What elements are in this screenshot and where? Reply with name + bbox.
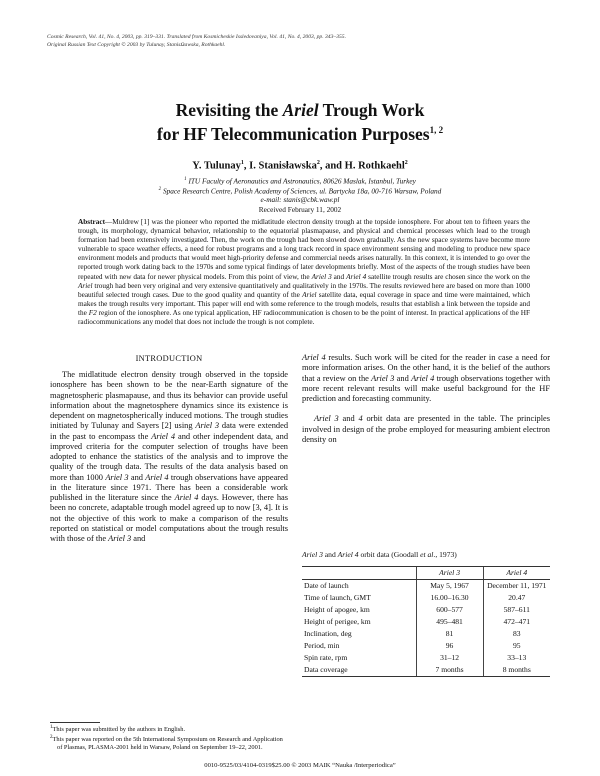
table-caption — [302, 550, 550, 559]
abstract-text-2: satellite trough results are chosen since the work on the — [366, 272, 530, 281]
intro-paragraph — [50, 370, 288, 544]
right-paragraph-2 — [302, 414, 550, 445]
cap-end: ., 1973) — [433, 550, 457, 559]
abstract-f2: F2 — [88, 308, 97, 317]
right-paragraph-1 — [302, 353, 550, 404]
row-label: Data coverage — [302, 664, 416, 677]
intro-p1-d: and — [128, 472, 146, 482]
intro-p1-g: and — [131, 534, 146, 543]
row-ariel3: 16.00–16.30 — [416, 592, 483, 604]
row-label: Spin rate, rpm — [304, 653, 348, 662]
row-ariel4: 83 — [483, 628, 550, 640]
table-row — [302, 652, 550, 664]
row-ariel4: December 11, 1971 — [483, 580, 550, 593]
title-text: Revisiting the — [175, 100, 283, 120]
title-sup: 1, 2 — [429, 125, 444, 135]
intro-ariel3-b: Ariel 3 — [105, 472, 129, 482]
title-line-1 — [0, 100, 600, 120]
email: e-mail: stanis@cbk.waw.pl — [260, 195, 340, 204]
table-row — [302, 592, 550, 604]
table-header-row — [302, 567, 550, 580]
abstract-text-3: trough had been very original and very extensive quantitatively and qualitatively in the 1970s. The results reviewed here are based on more than 1000 beautiful selected trough cases. Due to the good quality and quantity of the — [78, 281, 530, 299]
author-1-sup: 1 — [240, 160, 244, 166]
cap-rest: orbit data (Goodall — [358, 550, 421, 559]
table-row — [302, 640, 550, 652]
journal-header — [47, 34, 547, 49]
abstract-ariel3: Ariel 3 — [311, 272, 332, 281]
title-line-2 — [0, 120, 600, 144]
footnote-2 — [50, 734, 288, 752]
header-line-1: Cosmic Research, Vol. 41, No. 4, 2003, pp. 319–331. Translated from Kosmicheskie Issledovaniya, Vol. 41, No. 4, 2003, pp. 343–355. — [47, 34, 346, 40]
footnote-divider — [50, 722, 100, 723]
orbit-data-table — [302, 566, 550, 677]
fn1-sup: 1 — [50, 725, 53, 730]
title-ariel: Ariel — [282, 100, 319, 120]
right-and: and — [394, 373, 412, 383]
abstract-ariel4: Ariel 4 — [346, 272, 367, 281]
right-p2-text: orbit data are presented in the table. The principles involved in design of the probe employed for measuring ambient electron density on — [302, 414, 551, 444]
intro-p1-e: trough observations have appeared in the literature since 1971. There has been a considerable work published in the literature since the — [50, 472, 288, 502]
table-header-ariel4: Ariel 4 — [483, 567, 550, 580]
right-column — [302, 353, 550, 445]
row-ariel4: 20.47 — [483, 592, 550, 604]
cap-ariel4: Ariel 4 — [337, 550, 359, 559]
author-3: , and H. Rothkaehl — [319, 160, 405, 172]
right-ariel4: Ariel 4 — [302, 353, 326, 362]
right-p2-and: and — [338, 414, 359, 424]
author-2: , I. Stanisławska — [243, 160, 317, 172]
intro-p1-a: The midlatitude electron density trough observed in the topside ionosphere has been shown to be the near-Earth signature of the magnetospheric plasmapause, and thus its behavior can provide useful information about the magnetosphere dynamics since its existence is dependent on magnetospherically induced motions. The trough studies initiated by Tulunay and Sayers [2] using — [50, 370, 288, 431]
right-p1-a: results. Such work will be cited for the reader in case a need for more information arises. On the other hand, it is the belief of the authors that a review on the — [302, 353, 550, 383]
right-p2-ariel3: Ariel 3 — [314, 414, 339, 424]
title-text-2: for HF Telecommunication Purposes — [156, 123, 430, 144]
fn1-text: This paper was submitted by the authors in English. — [52, 726, 186, 734]
right-p1-b: trough observations together with more recent relevant results will make useful background for the HF prediction and forecasting community. — [302, 373, 551, 403]
intro-ariel3: Ariel 3 — [195, 421, 220, 431]
table-row — [302, 616, 550, 628]
table-row — [302, 664, 550, 677]
footnotes — [50, 724, 288, 753]
abstract-label: Abstract — [78, 218, 105, 226]
row-label: Date of launch — [304, 581, 349, 590]
abstract — [78, 218, 530, 327]
abstract-text-5: region of the ionosphere. As one typical application, HF radiocommunication is chosen to be the point of interest. In practical applications of the HF radiocommunications any model that does not include the trough is not complete. — [78, 308, 531, 327]
row-label: Inclination, deg — [304, 629, 352, 638]
table-row — [302, 604, 550, 616]
intro-ariel4-b: Ariel 4 — [145, 472, 169, 482]
cap-ariel3: Ariel 3 — [302, 550, 323, 559]
row-ariel4: 472–471 — [483, 616, 550, 628]
row-ariel3: 96 — [416, 640, 483, 652]
abstract-and: and — [331, 272, 347, 281]
aff1-text: ITU Faculty of Aeronautics and Astronautics, 80626 Maslak, Istanbul, Turkey — [186, 176, 416, 186]
title-text-b: Trough Work — [318, 100, 425, 120]
row-ariel3: 31–12 — [416, 652, 483, 664]
abstract-text-1: —Muldrew [1] was the pioneer who reported the midlatitude electron density trough at the topside ionosphere. For about ten to fifteen years the trough, its morphology, dynamical behavior, relationship to the equatorial plasmapause, and physical and chemical processes which lead to the trough formation had been extensively investigated. Then, the work on the trough had been slowed down gradually. As the new space systems have become more vulnerable to space weather effects, a need for robust programs and a long track record in space environment sensing and modeling to produce new space environment models and products that would meet high-priority defense and commercial needs arises naturally. In this context, it is intended to go over the reported trough work dating back to the 1970s and some typical findings of later developments briefly. Most of the aspects of the trough studies have been repeated with new data for newer physical models. From this point of view, the — [78, 218, 530, 281]
row-ariel3: 81 — [416, 628, 483, 640]
row-ariel3: 7 months — [416, 664, 483, 677]
intro-ariel4: Ariel 4 — [151, 431, 176, 441]
row-ariel4: 33–13 — [483, 652, 550, 664]
abstract-ariel-b: Ariel — [302, 290, 317, 299]
right-ariel4-b: Ariel 4 — [411, 373, 435, 383]
right-p2-4: 4 — [358, 414, 363, 424]
left-column — [50, 370, 288, 544]
row-label: Time of launch, GMT — [304, 593, 371, 602]
intro-ariel4-c: Ariel 4 — [174, 493, 199, 502]
row-ariel3: 600–577 — [416, 604, 483, 616]
intro-p1-f: days. However, there has been no concrete, adaptable trough model agreed up to now [3, 4]. It is not the objective of this work to make a comparison of the results reported on statistical or model computations about the trough results with those of the — [50, 493, 288, 543]
table-row — [302, 628, 550, 640]
table-header-blank — [302, 567, 416, 580]
intro-p1-c: and other independent data, and improved criteria for the computer selection of troughs have been adopted to enhance the statistics of the analysis and to improve the quality of the trough data. The results of the data analysis based on more than 1000 — [50, 431, 289, 482]
row-label: Period, min — [304, 641, 340, 650]
row-ariel4: 95 — [483, 640, 550, 652]
copyright-footer: 0010-9525/03/4104-0319$25.00 © 2003 MAIK “Nauka /Interperiodica” — [204, 762, 396, 769]
received-date: Received February 11, 2002 — [258, 205, 342, 214]
aff2-sup: 2 — [158, 187, 162, 192]
header-line-2: Original Russian Text Copyright © 2003 by Tulunay, StanisΩawska, Rothkaehl. — [47, 41, 226, 48]
cap-and: and — [322, 550, 338, 559]
row-ariel3: 495–481 — [416, 616, 483, 628]
aff1-sup: 1 — [184, 177, 187, 182]
abstract-ariel: Ariel — [78, 281, 93, 290]
row-ariel4: 587–611 — [483, 604, 550, 616]
row-label: Height of perigee, km — [304, 617, 371, 626]
authors — [0, 160, 600, 172]
author-3-sup: 2 — [404, 160, 408, 166]
fn2-text: This paper was reported on the 5th International Symposium on Research and Application of Plasmas, PLASMA-2001 held in Warsaw, Poland on September 19–22, 2001. — [52, 736, 283, 752]
abstract-text-4: satellite data, equal coverage in space and time were maintained, which makes the trough results very important. This paper will end with some reference to the trough models, results that establish a link between the topside and the — [78, 290, 530, 317]
intro-p1-b: data were extended in the past to encompass the — [50, 421, 289, 441]
table-header-ariel3: Ariel 3 — [416, 567, 483, 580]
row-label: Height of apogee, km — [304, 605, 370, 614]
row-ariel4: 8 months — [483, 664, 550, 677]
aff2-text: Space Research Centre, Polish Academy of Sciences, ul. Bartycka 18a, 00-716 Warsaw, Poland — [161, 186, 442, 196]
right-ariel3: Ariel 3 — [371, 373, 395, 383]
fn2-sup: 2 — [50, 735, 53, 741]
cap-etal: et al — [420, 550, 434, 559]
table-row — [302, 580, 550, 593]
introduction-heading: INTRODUCTION — [135, 354, 203, 363]
row-ariel3: May 5, 1967 — [416, 580, 483, 593]
intro-ariel3-c: Ariel 3 — [108, 534, 132, 543]
author-2-sup: 2 — [316, 160, 320, 166]
footnote-1 — [50, 724, 288, 734]
author-1: Y. Tulunay — [192, 160, 241, 172]
